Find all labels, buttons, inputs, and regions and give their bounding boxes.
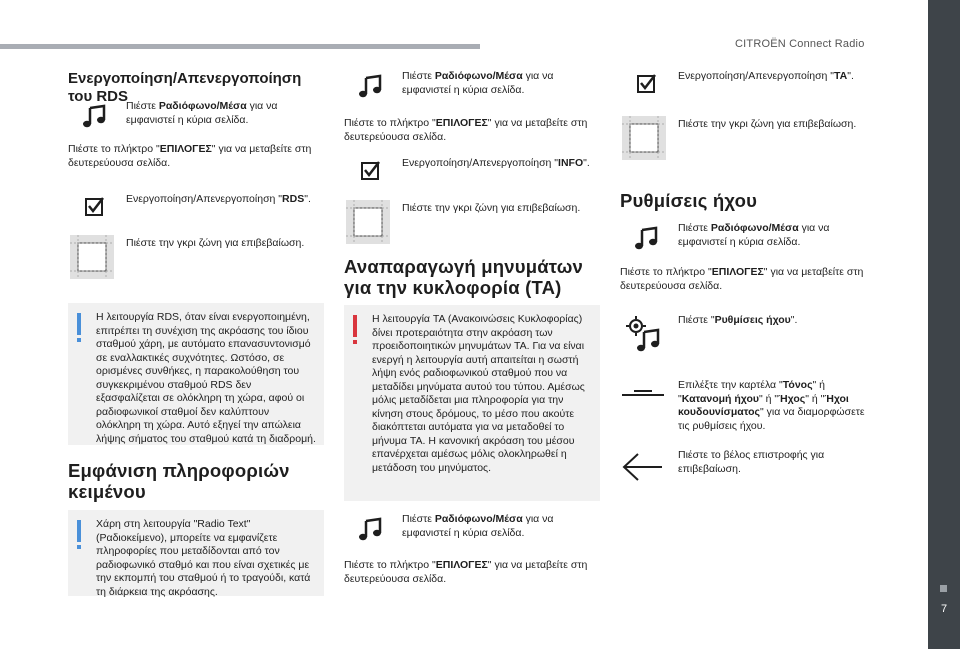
step-text: Πιέστε την γκρι ζώνη για επιβεβαίωση. [126,237,305,249]
step-text: Πιέστε την γκρι ζώνη για επιβεβαίωση. [402,202,581,214]
checkbox-icon [68,193,116,225]
options-paragraph: Πιέστε το πλήκτρο "ΕΠΙΛΟΓΕΣ" για να μεταβείτε στη δευτερεύουσα σελίδα. [68,143,312,169]
step-text: Πιέστε Ραδιόφωνο/Μέσα για να εμφανιστεί η κύρια σελίδα. [678,222,830,248]
header-rule [0,44,480,49]
checkbox-icon [344,157,392,189]
step-text: Ενεργοποίηση/Απενεργοποίηση "INFO". [402,157,590,169]
warning-marker-icon [353,315,357,337]
page-sidebar [928,0,960,649]
grey-zone-icon [620,114,668,162]
back-arrow-icon [620,449,668,489]
options-paragraph: Πιέστε το πλήκτρο "ΕΠΙΛΟΓΕΣ" για να μεταβείτε στη δευτερεύουσα σελίδα. [344,559,588,585]
options-paragraph: Πιέστε το πλήκτρο "ΕΠΙΛΟΓΕΣ" για να μεταβείτε στη δευτερεύουσα σελίδα. [620,266,864,292]
music-note-icon [68,100,116,132]
info-note-rds [68,303,324,445]
note-text: Χάρη στη λειτουργία "Radio Text" (Ραδιοκείμενο), μπορείτε να εμφανίζετε πληροφορίες που μεταδίδονται από τον ραδιοφωνικό σταθμό και που είναι σχετικές με την εκπομπή του σταθμού ή το τραγούδι, κατά τη διάρκεια της ακρόασης. [96,518,311,598]
step-text: Πιέστε Ραδιόφωνο/Μέσα για να εμφανιστεί η κύρια σελίδα. [126,100,278,126]
section-title-sound: Ρυθμίσεις ήχου [620,190,758,211]
step-text: Ενεργοποίηση/Απενεργοποίηση "TA". [678,70,854,82]
step-text: Πιέστε την γκρι ζώνη για επιβεβαίωση. [678,118,857,130]
section-title-text-info: Εμφάνιση πληροφοριών κειμένου [68,460,290,502]
page-number: 7 [940,603,948,615]
step-text: Πιέστε Ραδιόφωνο/Μέσα για να εμφανιστεί η κύρια σελίδα. [402,70,554,96]
info-note-radiotext [68,510,324,596]
brand-label: CITROËN Connect Radio [735,38,865,50]
note-text: Η λειτουργία TA (Ανακοινώσεις Κυκλοφορίας) δίνει προτεραιότητα στην ακρόαση των προειδοποιητικών μηνυμάτων TA. Για να είναι ενεργή η λειτουργία αυτή απαιτείται η σωστή λήψη ενός ραδιοφωνικού σταθμού που να μεταδίδει μηνύματα αυτού του τύπου. Αμέσως μόλις μεταδίδεται μια πληροφορία για την κίνηση στους δρόμους, το μέσο που ακούτε διακόπτεται αυτόματα για να μεταδοθεί το μήνυμα TA. Η κανονική ακρόαση του μέσου επανέρχεται αμέσως μόλις ολοκληρωθεί η μετάδοση του μηνύματος. [372,313,585,474]
step-text: Ενεργοποίηση/Απενεργοποίηση "RDS". [126,193,311,205]
sidebar-marker [940,585,947,592]
tab-line-icon [620,379,668,411]
info-marker-icon [77,313,81,335]
music-note-icon [344,70,392,102]
info-marker-icon [77,520,81,542]
options-paragraph: Πιέστε το πλήκτρο "ΕΠΙΛΟΓΕΣ" για να μεταβείτε στη δευτερεύουσα σελίδα. [344,117,588,143]
warning-note-ta [344,305,600,501]
sound-settings-icon [620,314,668,354]
section-title-rds: Ενεργοποίηση/Απενεργοποίηση του RDS [68,70,302,105]
step-text: Πιέστε Ραδιόφωνο/Μέσα για να εμφανιστεί η κύρια σελίδα. [402,513,554,539]
grey-zone-icon [344,198,392,246]
section-title-ta: Αναπαραγωγή μηνυμάτων για την κυκλοφορία (TA) [344,256,584,298]
grey-zone-icon [68,233,116,281]
step-text: Επιλέξτε την καρτέλα "Τόνος" ή "Κατανομή ήχου" ή "Ήχος" ή "Ήχοι κουδουνίσματος" για να διαμορφώσετε τις ρυθμίσεις ήχου. [678,379,865,432]
note-text: Η λειτουργία RDS, όταν είναι ενεργοποιημένη, επιτρέπει τη συνέχιση της ακρόασης του ίδιου σταθμού χάρη, με αυτόματο επανασυντονισμό σε εναλλακτικές συχνότητες. Ωστόσο, σε ορισμένες συνθήκες, η παρακολούθηση του συγκεκριμένου σταθμού RDS δεν εξασφαλίζεται σε ολόκληρη τη χώρα, αφού οι ραδιοφωνικοί σταθμοί δεν καλύπτουν ολόκληρη τη χώρα. Αυτό εξηγεί την απώλεια λήψης σήματος του σταθμού κατά τη διαδρομή. [96,311,316,445]
checkbox-icon [620,70,668,102]
music-note-icon [344,513,392,545]
step-text: Πιέστε το βέλος επιστροφής για επιβεβαίωση. [678,449,825,475]
music-note-icon [620,222,668,254]
step-text: Πιέστε "Ρυθμίσεις ήχου". [678,314,798,326]
